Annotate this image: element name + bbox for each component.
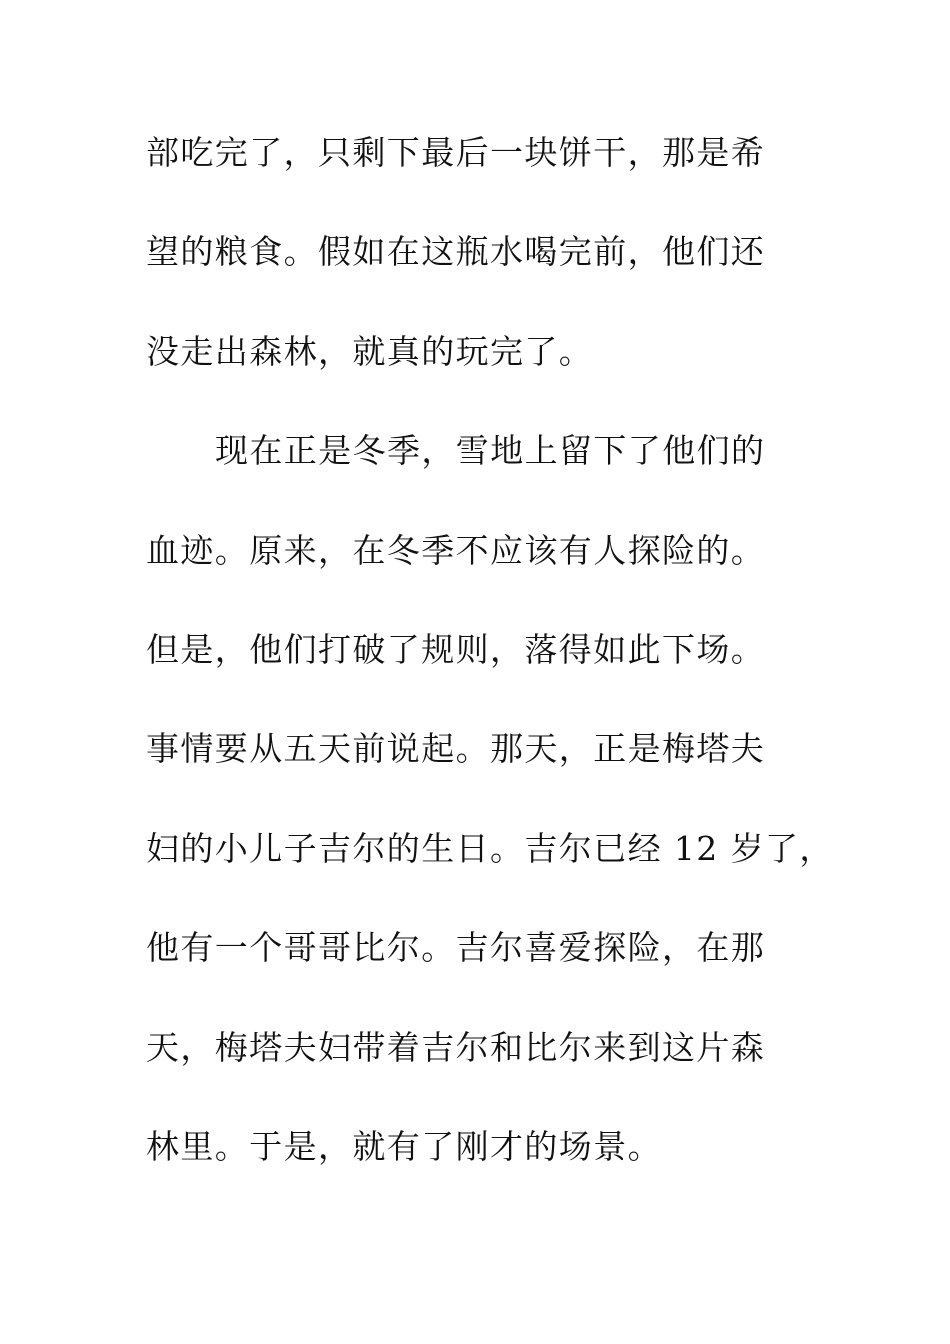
text-line: 妇的小儿子吉尔的生日。吉尔已经 12 岁了， [146, 828, 834, 868]
text-line: 事情要从五天前说起。那天，正是梅塔夫 [146, 729, 766, 769]
text-line: 部吃完了，只剩下最后一块饼干，那是希 [146, 133, 766, 172]
text-line: 没走出森林，就真的玩完了。 [146, 331, 594, 371]
text-line: 天，梅塔夫妇带着吉尔和比尔来到这片森 [146, 1027, 766, 1067]
text-line: 林里。于是，就有了刚才的场景。 [146, 1126, 662, 1166]
text-line: 望的粮食。假如在这瓶水喝完前，他们还 [146, 232, 766, 272]
text-line: 他有一个哥哥比尔。吉尔喜爱探险，在那 [146, 928, 766, 968]
paragraph-start-line: 现在正是冬季，雪地上留下了他们的 [215, 431, 766, 471]
text-line: 血迹。原来，在冬季不应该有人探险的。 [146, 530, 766, 570]
text-line: 但是，他们打破了规则，落得如此下场。 [146, 629, 766, 669]
body-text [146, 127, 834, 1220]
